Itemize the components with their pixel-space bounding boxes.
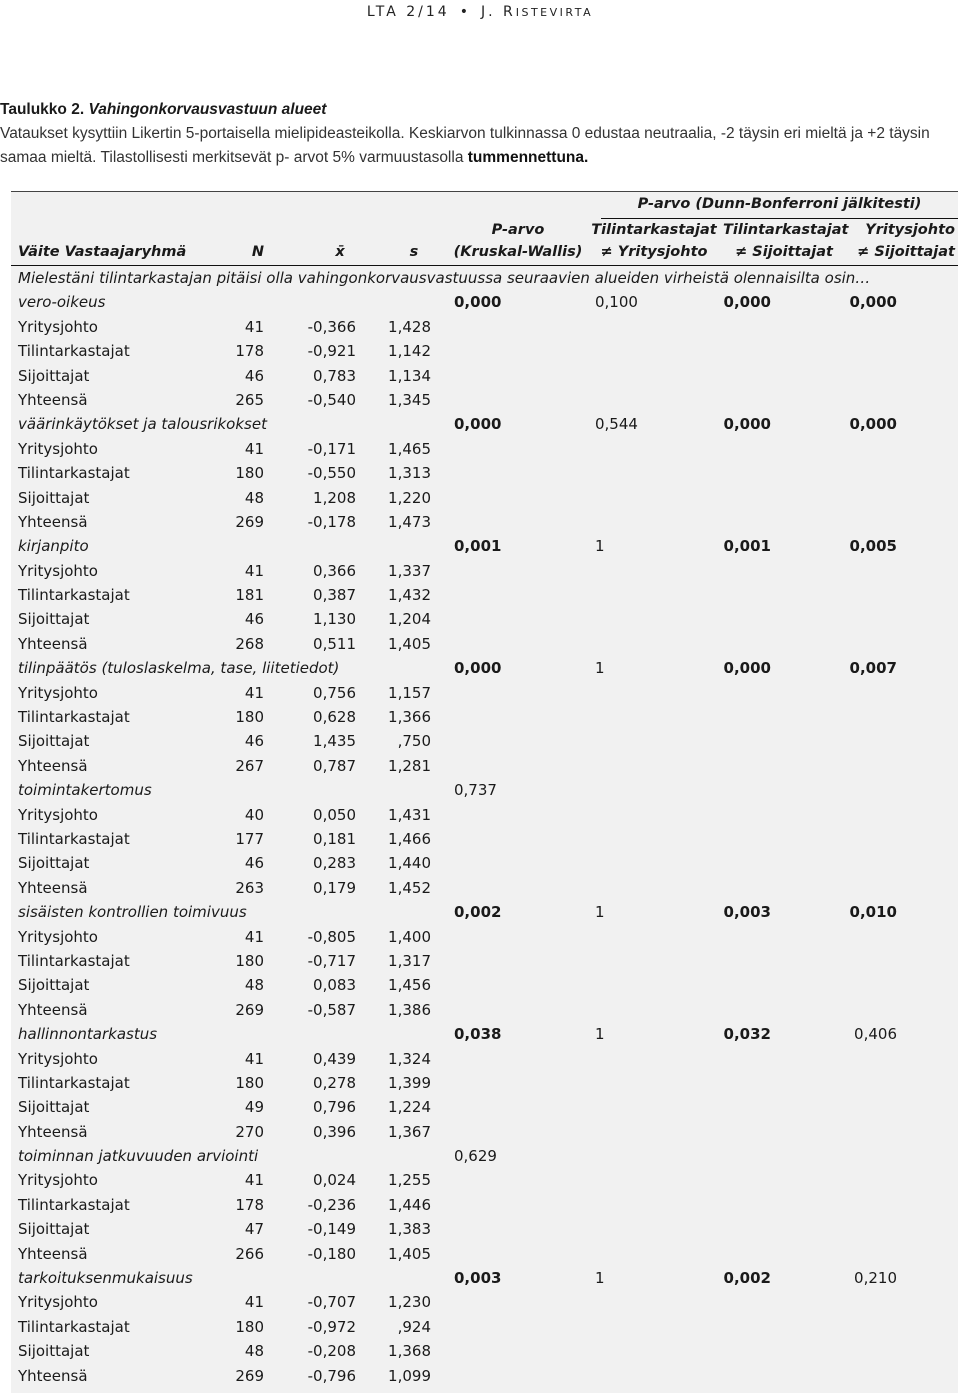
group-mean: -0,707 (307, 1293, 356, 1312)
group-mean: -0,208 (307, 1342, 356, 1361)
group-n: 178 (235, 342, 264, 361)
table-row (11, 583, 958, 607)
group-mean: 0,366 (313, 561, 356, 580)
group-name: Sijoittajat (18, 854, 90, 873)
group-sd: 1,405 (388, 634, 431, 653)
group-mean: 0,083 (313, 976, 356, 995)
group-name: Yhteensä (18, 756, 88, 775)
table-row (11, 754, 958, 778)
c1-p-value: 1 (595, 903, 605, 922)
kw-p-value: 0,000 (454, 415, 502, 434)
group-n: 177 (235, 829, 264, 848)
group-sd: 1,281 (388, 756, 431, 775)
group-n: 180 (235, 1317, 264, 1336)
table-row (11, 803, 958, 827)
group-mean: 0,511 (313, 634, 356, 653)
item-label: sisäisten kontrollien toimivuus (18, 903, 247, 922)
table-row (11, 559, 958, 583)
group-mean: 0,787 (313, 756, 356, 775)
group-n: 263 (235, 878, 264, 897)
group-header-rule (601, 218, 958, 219)
table-row (11, 1217, 958, 1241)
group-mean: -0,587 (307, 1000, 356, 1019)
group-n: 40 (244, 805, 264, 824)
group-sd: 1,432 (388, 586, 431, 605)
group-n: 181 (235, 586, 264, 605)
header-mean: x̄ (335, 244, 345, 260)
group-mean: -0,178 (307, 512, 356, 531)
group-mean: 0,796 (313, 1098, 356, 1117)
table-row (11, 1364, 958, 1388)
c3-p-value: 0,406 (854, 1025, 897, 1044)
item-label: kirjanpito (18, 537, 89, 556)
group-mean: 0,024 (313, 1171, 356, 1190)
table-row (11, 1193, 958, 1217)
group-sd: 1,368 (388, 1342, 431, 1361)
table-row (11, 486, 958, 510)
group-n: 41 (244, 561, 264, 580)
group-name: Yhteensä (18, 1000, 88, 1019)
header-n: N (251, 244, 265, 260)
group-mean: 0,387 (313, 586, 356, 605)
dunn-group-header: P-arvo (Dunn-Bonferroni jälkitesti) (637, 196, 922, 212)
group-mean: 1,435 (313, 732, 356, 751)
header-c1-top: Tilintarkastajat (591, 222, 717, 238)
group-name: Yritysjohto (18, 317, 98, 336)
c2-p-value: 0,000 (723, 659, 771, 678)
item-row (11, 778, 958, 802)
table-row (11, 729, 958, 753)
kw-p-value: 0,629 (454, 1147, 497, 1166)
group-sd: 1,317 (388, 951, 431, 970)
c1-p-value: 0,100 (595, 293, 638, 312)
group-mean: 0,283 (313, 854, 356, 873)
item-label: tilinpäätös (tuloslaskelma, tase, liitetiedot) (18, 659, 340, 678)
table-row (11, 705, 958, 729)
item-row (11, 290, 958, 314)
group-mean: 0,783 (313, 366, 356, 385)
item-row (11, 656, 958, 680)
group-sd: 1,405 (388, 1244, 431, 1263)
kw-p-value: 0,003 (454, 1269, 502, 1288)
header-kw-bottom: (Kruskal-Wallis) (453, 244, 583, 260)
group-mean: 0,628 (313, 708, 356, 727)
group-sd: 1,255 (388, 1171, 431, 1190)
table-row (11, 607, 958, 631)
group-n: 46 (244, 366, 264, 385)
group-sd: 1,157 (388, 683, 431, 702)
group-n: 46 (244, 732, 264, 751)
table-row (11, 925, 958, 949)
group-mean: -0,171 (307, 439, 356, 458)
group-n: 41 (244, 1049, 264, 1068)
group-sd: 1,399 (388, 1073, 431, 1092)
table-row (11, 876, 958, 900)
header-c2-bottom: ≠ Sijoittajat (735, 244, 833, 260)
group-n: 46 (244, 610, 264, 629)
group-mean: -0,366 (307, 317, 356, 336)
table-caption (0, 98, 958, 170)
caption-emphasis: tummennettuna. (467, 149, 589, 166)
group-n: 269 (235, 1000, 264, 1019)
group-n: 180 (235, 951, 264, 970)
header-kw-top: P-arvo (491, 222, 545, 238)
group-name: Sijoittajat (18, 1342, 90, 1361)
c3-p-value: 0,000 (849, 293, 897, 312)
author-rest: ISTEVIRTA (515, 6, 594, 19)
table-row (11, 1047, 958, 1071)
item-row (11, 1022, 958, 1046)
group-n: 269 (235, 512, 264, 531)
group-n: 48 (244, 976, 264, 995)
statement-text: Mielestäni tilintarkastajan pitäisi olla vahingonkorvausvastuussa seuraavien alueiden virheistä olennaisilta osin… (18, 269, 871, 287)
c3-p-value: 0,005 (849, 537, 897, 556)
group-mean: 0,181 (313, 829, 356, 848)
table-row (11, 388, 958, 412)
group-n: 41 (244, 439, 264, 458)
c1-p-value: 1 (595, 1269, 605, 1288)
table-description: Vataukset kysyttiin Likertin 5-portaisella mielipideasteikolla. Keskiarvon tulkinnassa 0 edustaa neutraalia, -2 täysin eri mieltä ja +2 täysin samaa mieltä. Tilastollisesti merkitsevät p- arvot 5% varmuustasolla tummennettuna. (0, 125, 930, 166)
table-row (11, 437, 958, 461)
item-label: toiminnan jatkuvuuden arviointi (18, 1147, 259, 1166)
group-sd: 1,428 (388, 317, 431, 336)
group-name: Yritysjohto (18, 683, 98, 702)
table-row (11, 998, 958, 1022)
table-row (11, 1339, 958, 1363)
group-n: 41 (244, 1293, 264, 1312)
group-sd: 1,452 (388, 878, 431, 897)
group-sd: 1,220 (388, 488, 431, 507)
group-name: Tilintarkastajat (18, 1317, 130, 1336)
group-sd: 1,224 (388, 1098, 431, 1117)
group-sd: 1,099 (388, 1366, 431, 1385)
group-name: Sijoittajat (18, 610, 90, 629)
separator-bullet-icon: • (459, 4, 471, 20)
group-n: 48 (244, 1342, 264, 1361)
kw-p-value: 0,038 (454, 1025, 502, 1044)
group-name: Yhteensä (18, 878, 88, 897)
table-row (11, 1120, 958, 1144)
item-row (11, 1266, 958, 1290)
running-head (0, 4, 960, 20)
group-mean: -0,717 (307, 951, 356, 970)
group-name: Tilintarkastajat (18, 586, 130, 605)
item-row (11, 900, 958, 924)
table-row (11, 1095, 958, 1119)
group-mean: -0,540 (307, 390, 356, 409)
group-mean: -0,796 (307, 1366, 356, 1385)
c2-p-value: 0,003 (723, 903, 771, 922)
group-sd: 1,473 (388, 512, 431, 531)
table-row (11, 949, 958, 973)
table-row (11, 1242, 958, 1266)
group-mean: -0,550 (307, 464, 356, 483)
group-name: Tilintarkastajat (18, 708, 130, 727)
header-claim: Väite Vastaajaryhmä (18, 244, 187, 260)
table-row (11, 1071, 958, 1095)
top-rule (11, 191, 958, 192)
group-name: Yritysjohto (18, 927, 98, 946)
group-n: 47 (244, 1220, 264, 1239)
c2-p-value: 0,000 (723, 293, 771, 312)
c3-p-value: 0,210 (854, 1269, 897, 1288)
group-n: 41 (244, 683, 264, 702)
group-sd: 1,446 (388, 1195, 431, 1214)
table-body (11, 266, 958, 1388)
group-n: 269 (235, 1366, 264, 1385)
group-sd: 1,456 (388, 976, 431, 995)
item-label: vero-oikeus (18, 293, 106, 312)
group-sd: 1,440 (388, 854, 431, 873)
group-name: Yhteensä (18, 634, 88, 653)
table-row (11, 851, 958, 875)
group-name: Yhteensä (18, 512, 88, 531)
group-sd: 1,142 (388, 342, 431, 361)
table-row (11, 510, 958, 534)
c1-p-value: 1 (595, 537, 605, 556)
group-mean: -0,921 (307, 342, 356, 361)
group-n: 180 (235, 1073, 264, 1092)
table-row (11, 973, 958, 997)
group-n: 270 (235, 1122, 264, 1141)
kw-p-value: 0,737 (454, 781, 497, 800)
item-label: tarkoituksenmukaisuus (18, 1269, 193, 1288)
group-sd: ,924 (397, 1317, 431, 1336)
group-name: Sijoittajat (18, 1220, 90, 1239)
group-sd: 1,345 (388, 390, 431, 409)
group-mean: 1,130 (313, 610, 356, 629)
group-name: Yritysjohto (18, 439, 98, 458)
statement-row (11, 266, 958, 290)
group-n: 41 (244, 317, 264, 336)
group-n: 48 (244, 488, 264, 507)
group-name: Yritysjohto (18, 561, 98, 580)
group-n: 266 (235, 1244, 264, 1263)
group-n: 265 (235, 390, 264, 409)
c1-p-value: 0,544 (595, 415, 638, 434)
group-name: Sijoittajat (18, 976, 90, 995)
group-name: Sijoittajat (18, 1098, 90, 1117)
group-sd: 1,431 (388, 805, 431, 824)
group-n: 41 (244, 1171, 264, 1190)
c2-p-value: 0,001 (723, 537, 771, 556)
group-name: Tilintarkastajat (18, 342, 130, 361)
table-row (11, 1290, 958, 1314)
group-mean: 0,756 (313, 683, 356, 702)
kw-p-value: 0,000 (454, 659, 502, 678)
table-row (11, 339, 958, 363)
group-name: Tilintarkastajat (18, 464, 130, 483)
group-mean: 0,179 (313, 878, 356, 897)
c2-p-value: 0,002 (723, 1269, 771, 1288)
author-first-letter: R (502, 4, 516, 20)
group-mean: -0,180 (307, 1244, 356, 1263)
kw-p-value: 0,000 (454, 293, 502, 312)
group-sd: 1,400 (388, 927, 431, 946)
group-mean: 0,439 (313, 1049, 356, 1068)
group-sd: 1,466 (388, 829, 431, 848)
group-sd: 1,337 (388, 561, 431, 580)
group-name: Sijoittajat (18, 732, 90, 751)
group-mean: 0,396 (313, 1122, 356, 1141)
item-label: toimintakertomus (18, 781, 152, 800)
author-initial: J. (480, 4, 503, 20)
kw-p-value: 0,001 (454, 537, 502, 556)
group-name: Tilintarkastajat (18, 951, 130, 970)
group-n: 180 (235, 464, 264, 483)
group-sd: 1,465 (388, 439, 431, 458)
group-n: 41 (244, 927, 264, 946)
c3-p-value: 0,007 (849, 659, 897, 678)
group-mean: -0,149 (307, 1220, 356, 1239)
table-row (11, 827, 958, 851)
c3-p-value: 0,000 (849, 415, 897, 434)
group-mean: -0,972 (307, 1317, 356, 1336)
table-row (11, 364, 958, 388)
c1-p-value: 1 (595, 659, 605, 678)
table-row (11, 1315, 958, 1339)
c1-p-value: 1 (595, 1025, 605, 1044)
group-name: Yhteensä (18, 1122, 88, 1141)
c2-p-value: 0,000 (723, 415, 771, 434)
group-name: Yritysjohto (18, 1171, 98, 1190)
group-n: 178 (235, 1195, 264, 1214)
group-sd: 1,366 (388, 708, 431, 727)
journal-issue: LTA 2/14 (366, 4, 450, 20)
results-table (11, 191, 958, 1393)
group-mean: 1,208 (313, 488, 356, 507)
group-name: Tilintarkastajat (18, 1073, 130, 1092)
group-sd: 1,386 (388, 1000, 431, 1019)
group-name: Sijoittajat (18, 366, 90, 385)
group-sd: 1,230 (388, 1293, 431, 1312)
c2-p-value: 0,032 (723, 1025, 771, 1044)
table-row (11, 315, 958, 339)
group-name: Yhteensä (18, 1244, 88, 1263)
group-n: 46 (244, 854, 264, 873)
item-row (11, 412, 958, 436)
group-mean: -0,805 (307, 927, 356, 946)
item-row (11, 1144, 958, 1168)
table-header (11, 191, 958, 266)
table-row (11, 1168, 958, 1192)
group-sd: 1,313 (388, 464, 431, 483)
group-mean: 0,050 (313, 805, 356, 824)
header-sd: s (409, 244, 419, 260)
group-n: 267 (235, 756, 264, 775)
group-n: 180 (235, 708, 264, 727)
group-name: Yhteensä (18, 1366, 88, 1385)
item-label: hallinnontarkastus (18, 1025, 158, 1044)
group-sd: 1,324 (388, 1049, 431, 1068)
group-mean: 0,278 (313, 1073, 356, 1092)
table-row (11, 632, 958, 656)
group-name: Tilintarkastajat (18, 1195, 130, 1214)
header-c3-top: Yritysjohto (865, 222, 955, 238)
group-sd: 1,367 (388, 1122, 431, 1141)
item-row (11, 534, 958, 558)
table-row (11, 681, 958, 705)
group-name: Sijoittajat (18, 488, 90, 507)
group-sd: 1,204 (388, 610, 431, 629)
group-n: 268 (235, 634, 264, 653)
table-row (11, 461, 958, 485)
group-name: Yritysjohto (18, 805, 98, 824)
group-name: Tilintarkastajat (18, 829, 130, 848)
group-sd: 1,134 (388, 366, 431, 385)
group-sd: 1,383 (388, 1220, 431, 1239)
header-c3-bottom: ≠ Sijoittajat (857, 244, 955, 260)
kw-p-value: 0,002 (454, 903, 502, 922)
group-sd: ,750 (397, 732, 431, 751)
group-name: Yhteensä (18, 390, 88, 409)
c3-p-value: 0,010 (849, 903, 897, 922)
group-mean: -0,236 (307, 1195, 356, 1214)
header-c2-top: Tilintarkastajat (723, 222, 849, 238)
header-c1-bottom: ≠ Yritysjohto (600, 244, 708, 260)
item-label: väärinkäytökset ja talousrikokset (18, 415, 267, 434)
table-title: Taulukko 2. Vahingonkorvausvastuun alueet (0, 101, 327, 118)
group-n: 49 (244, 1098, 264, 1117)
group-name: Yritysjohto (18, 1049, 98, 1068)
group-name: Yritysjohto (18, 1293, 98, 1312)
